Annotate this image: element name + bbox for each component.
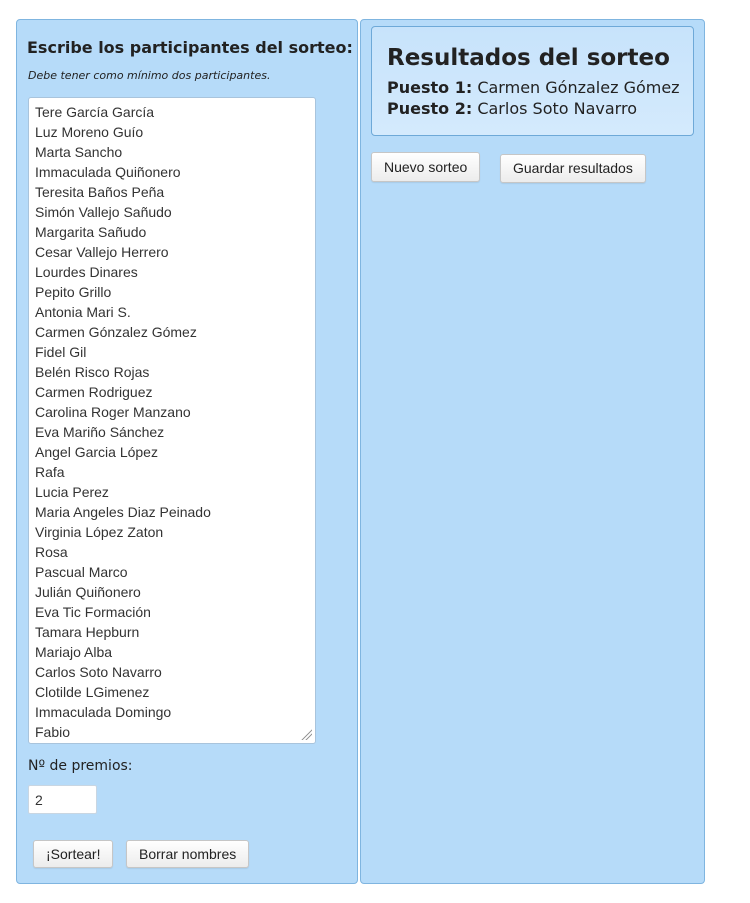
participant-line: Fabio <box>35 724 71 740</box>
draw-button[interactable]: ¡Sortear! <box>33 840 113 868</box>
participant-line: Antonia Mari S. <box>35 304 131 320</box>
participant-line: Carmen Gónzalez Gómez <box>35 324 197 340</box>
clear-names-button[interactable]: Borrar nombres <box>126 840 249 868</box>
participant-line: Marta Sancho <box>35 144 123 160</box>
participant-line: Simón Vallejo Sañudo <box>35 204 172 220</box>
participant-line: Lourdes Dinares <box>35 264 138 280</box>
results-panel <box>360 19 705 884</box>
result-line-2 <box>387 98 693 119</box>
save-results-button[interactable]: Guardar resultados <box>500 154 646 183</box>
participants-panel <box>16 19 358 884</box>
participant-line: Maria Angeles Diaz Peinado <box>35 504 211 520</box>
participant-line: Clotilde LGimenez <box>35 684 150 700</box>
participant-line: Immaculada Quiñonero <box>35 164 181 180</box>
participant-line: Carlos Soto Navarro <box>35 664 162 680</box>
prizes-label: Nº de premios: <box>28 758 133 774</box>
participant-line: Belén Risco Rojas <box>35 364 150 380</box>
participants-title: Escribe los participantes del sorteo: <box>27 38 353 57</box>
results-title: Resultados del sorteo <box>387 45 670 71</box>
participant-line: Rosa <box>35 544 68 560</box>
new-draw-button[interactable]: Nuevo sorteo <box>371 152 480 182</box>
participant-line: Lucia Perez <box>35 484 109 500</box>
participant-line: Eva Tic Formación <box>35 604 151 620</box>
result-rank: Puesto 2: <box>387 99 473 118</box>
participants-hint: Debe tener como mínimo dos participantes. <box>28 69 271 82</box>
participant-line: Luz Moreno Guío <box>35 124 144 140</box>
participant-line: Cesar Vallejo Herrero <box>35 244 169 260</box>
prizes-input[interactable] <box>28 785 97 814</box>
participant-line: Rafa <box>35 464 65 480</box>
participant-line: Mariajo Alba <box>35 644 113 660</box>
participant-line: Eva Mariño Sánchez <box>35 424 165 440</box>
participant-line: Virginia López Zaton <box>35 524 164 540</box>
result-line-1 <box>387 77 693 98</box>
participant-line: Carmen Rodriguez <box>35 384 153 400</box>
participants-textarea[interactable] <box>28 97 316 744</box>
participant-line: Immaculada Domingo <box>35 704 172 720</box>
participant-line: Pascual Marco <box>35 564 128 580</box>
participant-line: Angel Garcia López <box>35 444 158 460</box>
participant-line: Pepito Grillo <box>35 284 112 300</box>
result-name: Carlos Soto Navarro <box>477 99 637 118</box>
participant-line: Tamara Hepburn <box>35 624 140 640</box>
result-rank: Puesto 1: <box>387 78 473 97</box>
participant-line: Teresita Baños Peña <box>35 184 165 200</box>
results-box <box>371 26 694 136</box>
participant-line: Carolina Roger Manzano <box>35 404 191 420</box>
resize-grip-icon[interactable] <box>300 728 312 740</box>
participant-line: Fidel Gil <box>35 344 87 360</box>
participant-line: Julián Quiñonero <box>35 584 141 600</box>
result-name: Carmen Gónzalez Gómez <box>477 78 680 97</box>
participant-line: Tere García García <box>35 104 155 120</box>
participant-line: Margarita Sañudo <box>35 224 147 240</box>
